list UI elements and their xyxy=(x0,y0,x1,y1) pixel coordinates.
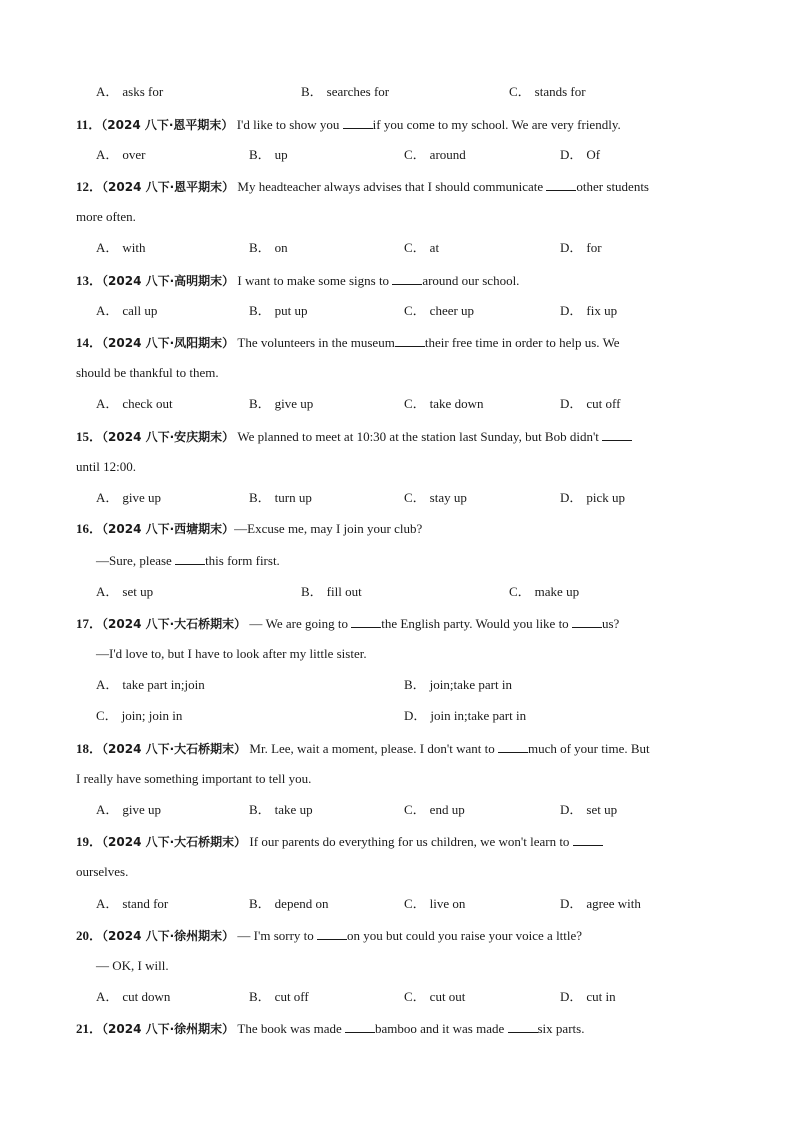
q21-blank-2[interactable] xyxy=(508,1020,538,1033)
q11-option-b[interactable]: B． up xyxy=(249,147,288,162)
q14-blank[interactable] xyxy=(395,334,425,347)
q11-number: 11． xyxy=(76,117,102,132)
q20-source: （2024 八下·徐州期末） xyxy=(102,929,235,943)
q14-option-c[interactable]: C． take down xyxy=(404,396,484,411)
q12-number: 12． xyxy=(76,179,103,194)
q16-option-c[interactable]: C． make up xyxy=(509,584,580,599)
q17-stem-continued: —I'd love to, but I have to look after my little sister. xyxy=(96,646,367,661)
q12-option-a[interactable]: A． with xyxy=(96,240,146,255)
q18-option-c[interactable]: C． end up xyxy=(404,802,465,817)
q17-stem: 17．（2024 八下·大石桥期末） — We are going to the English party. Would you like to us? xyxy=(76,616,620,631)
q12-option-c[interactable]: C． at xyxy=(404,240,440,255)
q17-number: 17． xyxy=(76,616,103,631)
q20-blank[interactable] xyxy=(317,927,347,940)
q13-option-a[interactable]: A． call up xyxy=(96,303,158,318)
q14-stem: 14．（2024 八下·凤阳期末） The volunteers in the museum their free time in order to help us. We xyxy=(76,335,620,350)
q19-stem: 19．（2024 八下·大石桥期末） If our parents do everything for us children, we won't learn to xyxy=(76,833,603,850)
q16-stem: 16．（2024 八下·西塘期末）—Excuse me, may I join your club? xyxy=(76,521,423,536)
q15-option-b[interactable]: B． turn up xyxy=(249,490,312,505)
q10-option-a[interactable]: A． asks for xyxy=(96,84,164,99)
q11-stem: 11．（2024 八下·恩平期末） I'd like to show you if you come to my school. We are very friendly. xyxy=(76,117,621,132)
q13-option-c[interactable]: C． cheer up xyxy=(404,303,475,318)
q18-option-b[interactable]: B． take up xyxy=(249,802,313,817)
q15-option-d[interactable]: D． pick up xyxy=(560,490,626,505)
q15-stem: 15．（2024 八下·安庆期末） We planned to meet at 10:30 at the station last Sunday, but Bob didn't xyxy=(76,428,632,445)
q11-blank[interactable] xyxy=(343,116,373,129)
q17-option-c[interactable]: C． join; join in xyxy=(96,708,183,723)
q16-option-a[interactable]: A． set up xyxy=(96,584,154,599)
q10-option-c[interactable]: C． stands for xyxy=(509,84,586,99)
q20-stem: 20．（2024 八下·徐州期末） — I'm sorry to on you but could you raise your voice a lttle? xyxy=(76,928,583,943)
q21-number: 21． xyxy=(76,1021,103,1036)
q19-stem-continued: ourselves. xyxy=(76,864,129,879)
q15-stem-continued: until 12:00. xyxy=(76,459,136,474)
q19-option-d[interactable]: D． agree with xyxy=(560,896,641,911)
q15-number: 15． xyxy=(76,429,103,444)
q12-option-d[interactable]: D． for xyxy=(560,240,602,255)
q14-stem-continued: should be thankful to them. xyxy=(76,365,219,380)
q11-option-a[interactable]: A． over xyxy=(96,147,146,162)
q17-source: （2024 八下·大石桥期末） xyxy=(102,617,247,631)
q18-option-a[interactable]: A． give up xyxy=(96,802,162,817)
q19-option-a[interactable]: A． stand for xyxy=(96,896,169,911)
q18-blank[interactable] xyxy=(498,740,528,753)
q19-option-c[interactable]: C． live on xyxy=(404,896,466,911)
q10-option-b[interactable]: B． searches for xyxy=(301,84,390,99)
q20-option-c[interactable]: C． cut out xyxy=(404,989,466,1004)
q18-stem: 18．（2024 八下·大石桥期末） Mr. Lee, wait a moment, please. I don't want to much of your time. But xyxy=(76,741,650,756)
q13-number: 13． xyxy=(76,273,103,288)
q12-option-b[interactable]: B． on xyxy=(249,240,288,255)
q12-stem: 12．（2024 八下·恩平期末） My headteacher always advises that I should communicate other students xyxy=(76,179,649,194)
q11-source: （2024 八下·恩平期末） xyxy=(101,118,234,132)
q17-option-b[interactable]: B． join;take part in xyxy=(404,677,512,692)
q20-option-a[interactable]: A． cut down xyxy=(96,989,171,1004)
q17-blank-1[interactable] xyxy=(351,615,381,628)
q20-option-b[interactable]: B． cut off xyxy=(249,989,309,1004)
q12-source: （2024 八下·恩平期末） xyxy=(102,180,235,194)
q19-blank[interactable] xyxy=(573,833,603,846)
q17-option-d[interactable]: D． join in;take part in xyxy=(404,708,527,723)
q21-source: （2024 八下·徐州期末） xyxy=(102,1022,235,1036)
q20-number: 20． xyxy=(76,928,103,943)
q11-option-d[interactable]: D． Of xyxy=(560,147,601,162)
q17-option-a[interactable]: A． take part in;join xyxy=(96,677,205,692)
q13-source: （2024 八下·高明期末） xyxy=(102,274,235,288)
q18-number: 18． xyxy=(76,741,103,756)
q17-blank-2[interactable] xyxy=(572,615,602,628)
q21-stem: 21．（2024 八下·徐州期末） The book was made bamboo and it was made six parts. xyxy=(76,1021,585,1036)
q14-option-b[interactable]: B． give up xyxy=(249,396,314,411)
q13-stem: 13．（2024 八下·高明期末） I want to make some signs to around our school. xyxy=(76,273,520,288)
q14-option-a[interactable]: A． check out xyxy=(96,396,173,411)
q16-option-b[interactable]: B． fill out xyxy=(301,584,362,599)
q14-option-d[interactable]: D． cut off xyxy=(560,396,621,411)
q19-source: （2024 八下·大石桥期末） xyxy=(102,835,247,849)
q13-blank[interactable] xyxy=(392,272,422,285)
q15-option-c[interactable]: C． stay up xyxy=(404,490,467,505)
q19-option-b[interactable]: B． depend on xyxy=(249,896,329,911)
q16-blank[interactable] xyxy=(175,552,205,565)
q15-blank[interactable] xyxy=(602,428,632,441)
q14-source: （2024 八下·凤阳期末） xyxy=(102,336,235,350)
q15-option-a[interactable]: A． give up xyxy=(96,490,162,505)
q12-blank[interactable] xyxy=(546,178,576,191)
q20-option-d[interactable]: D． cut in xyxy=(560,989,616,1004)
q18-stem-continued: I really have something important to tell you. xyxy=(76,771,312,786)
q14-number: 14． xyxy=(76,335,103,350)
q11-option-c[interactable]: C． around xyxy=(404,147,466,162)
q19-number: 19． xyxy=(76,834,103,849)
q18-source: （2024 八下·大石桥期末） xyxy=(102,742,247,756)
q12-stem-continued: more often. xyxy=(76,209,136,224)
q16-number: 16． xyxy=(76,521,103,536)
q16-source: （2024 八下·西塘期末） xyxy=(102,522,235,536)
q20-stem-continued: — OK, I will. xyxy=(96,958,169,973)
q18-option-d[interactable]: D． set up xyxy=(560,802,618,817)
q16-stem-continued: —Sure, please this form first. xyxy=(96,553,280,568)
q13-option-d[interactable]: D． fix up xyxy=(560,303,618,318)
q15-source: （2024 八下·安庆期末） xyxy=(102,430,235,444)
q21-blank-1[interactable] xyxy=(345,1020,375,1033)
q13-option-b[interactable]: B． put up xyxy=(249,303,308,318)
